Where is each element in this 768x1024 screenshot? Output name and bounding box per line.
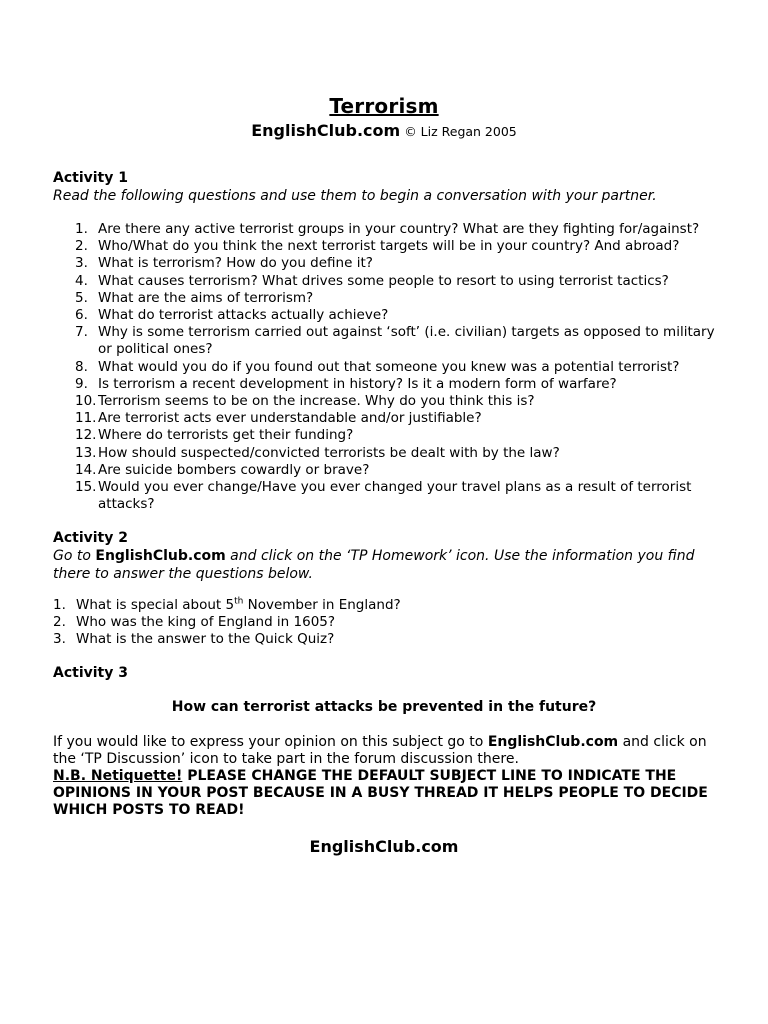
- list-item-number: 14.: [75, 461, 97, 478]
- page-title: Terrorism: [329, 94, 439, 118]
- netiquette-text: PLEASE CHANGE THE DEFAULT SUBJECT LINE TO INDICATE THE OPINIONS IN YOUR POST BECAUSE IN A BUSY THREAD IT HELPS PEOPLE TO DECIDE WHICH POSTS TO READ!: [53, 768, 708, 818]
- list-item: [75, 238, 715, 255]
- list-item: [75, 307, 715, 324]
- byline-copyright: © Liz Regan 2005: [404, 124, 517, 139]
- list-item: [75, 255, 715, 272]
- list-item-text: What do terrorist attacks actually achieve?: [98, 307, 389, 324]
- list-item: [75, 427, 715, 444]
- activity3-heading: Activity 3: [53, 665, 128, 681]
- footer-site-name: EnglishClub.com: [309, 837, 459, 856]
- list-item-number: 8.: [75, 358, 88, 375]
- activity3-paragraph: [53, 734, 723, 819]
- list-item: [75, 221, 715, 238]
- list-item-text: Who was the king of England in 1605?: [76, 614, 336, 631]
- activity3-question: How can terrorist attacks be prevented in the future?: [171, 699, 597, 715]
- activity3-site-link: EnglishClub.com: [487, 734, 619, 750]
- list-item: [75, 410, 715, 427]
- list-item: [75, 273, 715, 290]
- list-item-number: 13.: [75, 444, 97, 461]
- list-item-number: 1.: [75, 221, 88, 237]
- list-item-text: How should suspected/convicted terrorists be dealt with by the law?: [98, 444, 560, 461]
- list-item-text: Are terrorist acts ever understandable and/or justifiable?: [98, 410, 482, 427]
- list-item-number: 9.: [75, 375, 88, 392]
- list-item-number: 3.: [75, 255, 88, 272]
- activity2-instruction: [53, 547, 723, 583]
- list-item-number: 15.: [75, 479, 97, 496]
- list-item-text: What are the aims of terrorism?: [98, 289, 314, 306]
- list-item-number: 5.: [75, 289, 88, 306]
- activity2-question-list: [53, 597, 713, 649]
- list-item: [53, 597, 713, 614]
- list-item-number: 1.: [53, 597, 66, 613]
- list-item-text: Why is some terrorism carried out against ‘soft’ (i.e. civilian) targets as opposed to military or political ones?: [98, 324, 715, 358]
- list-item-text: Are there any active terrorist groups in your country? What are they fighting for/against?: [98, 221, 700, 237]
- byline: [0, 121, 768, 140]
- activity1-question-list: [75, 221, 715, 513]
- list-item-number: 12.: [75, 427, 97, 444]
- list-item-text: Who/What do you think the next terrorist targets will be in your country? And abroad?: [98, 238, 680, 255]
- activity1-heading: Activity 1: [53, 170, 128, 186]
- activity2-instruction-post: and click on the ‘TP Homework’ icon. Use the information you find there to answer the questions below.: [53, 548, 695, 582]
- list-item-number: 2.: [75, 238, 88, 255]
- list-item: [75, 479, 715, 513]
- list-item-number: 11.: [75, 410, 97, 427]
- list-item: [75, 376, 715, 393]
- list-item-number: 3.: [53, 631, 66, 648]
- list-item-number: 10.: [75, 393, 97, 410]
- list-item: [75, 462, 715, 479]
- byline-site-name: EnglishClub.com: [251, 121, 401, 140]
- list-item: [53, 614, 713, 631]
- list-item-number: 6.: [75, 307, 88, 324]
- list-item-text: Terrorism seems to be on the increase. Why do you think this is?: [98, 393, 535, 410]
- list-item: [75, 445, 715, 462]
- list-item-text: What is the answer to the Quick Quiz?: [76, 631, 335, 648]
- netiquette-label: N.B. Netiquette!: [53, 768, 183, 784]
- activity2-instruction-pre: Go to: [53, 548, 96, 564]
- activity2-site-link: EnglishClub.com: [95, 548, 226, 564]
- activity3-para-post: and click on the ‘TP Discussion’ icon to take part in the forum discussion there.: [53, 734, 707, 767]
- list-item-number: 7.: [75, 324, 88, 341]
- list-item: [75, 359, 715, 376]
- activity1-instruction: Read the following questions and use them to begin a conversation with your partner.: [53, 188, 657, 204]
- list-item-text: Is terrorism a recent development in history? Is it a modern form of warfare?: [98, 375, 617, 392]
- list-item-text-pre: What is special about 5: [76, 597, 235, 613]
- list-item-number: 2.: [53, 614, 66, 631]
- list-item-text: What would you do if you found out that someone you knew was a potential terrorist?: [98, 358, 680, 375]
- list-item-text-post: November in England?: [243, 597, 401, 613]
- list-item-number: 4.: [75, 272, 88, 289]
- list-item: [53, 631, 713, 648]
- list-item: [75, 324, 715, 358]
- list-item: [75, 290, 715, 307]
- list-item-text: Would you ever change/Have you ever changed your travel plans as a result of terrorist attacks?: [98, 479, 692, 513]
- activity2-heading: Activity 2: [53, 530, 128, 546]
- ordinal-suffix: th: [234, 596, 244, 607]
- list-item-text: What is terrorism? How do you define it?: [98, 255, 373, 272]
- netiquette-note: [53, 768, 708, 818]
- activity3-para-pre: If you would like to express your opinion on this subject go to: [53, 734, 488, 750]
- list-item-text: Where do terrorists get their funding?: [98, 427, 354, 444]
- list-item: [75, 393, 715, 410]
- list-item-text: What causes terrorism? What drives some people to resort to using terrorist tactics?: [98, 272, 669, 289]
- list-item-text: Are suicide bombers cowardly or brave?: [98, 461, 370, 478]
